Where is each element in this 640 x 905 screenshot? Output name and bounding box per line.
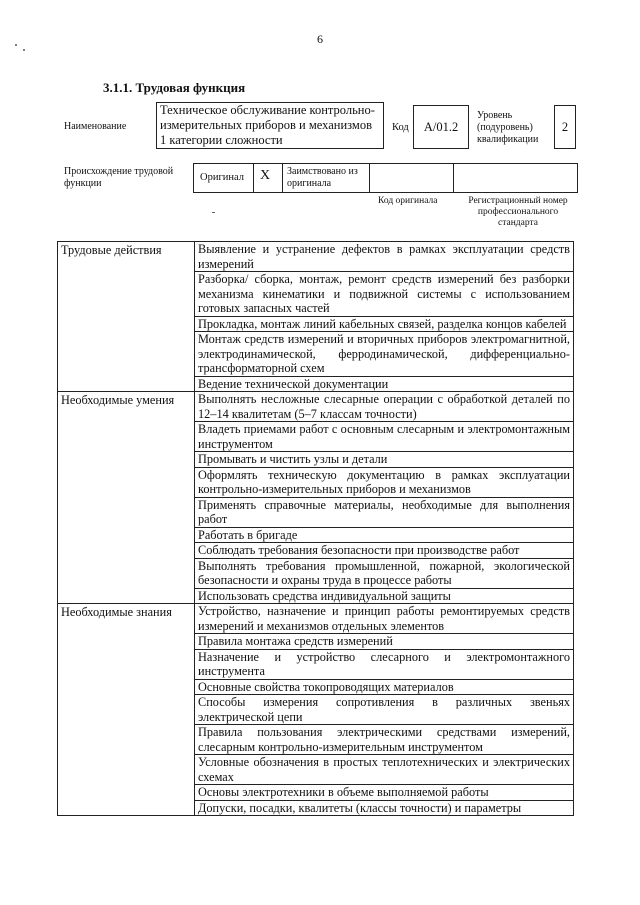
table-row [58,242,574,272]
original-mark: X [260,168,271,183]
item-cell: Монтаж средств измерений и вторичных приборов электромагнитной, электродинамической, ферродинамической, дифференциально-трансформаторной схем [195,332,574,377]
code-value: А/01.2 [423,119,459,134]
item-cell: Использовать средства индивидуальной защиты [195,588,574,604]
name-label: Наименование [64,121,127,132]
item-cell: Соблюдать требования безопасности при производстве работ [195,543,574,559]
borrowed-label: Заимствовано из оригинала [287,166,358,189]
level-box [554,105,576,149]
item-cell: Выполнять требования промышленной, пожарной, экологической безопасности и охраны труда в процессе работы [195,558,574,588]
category-cell: Необходимые умения [58,392,195,604]
item-cell: Выявление и устранение дефектов в рамках эксплуатации средств измерений [195,242,574,272]
item-cell: Владеть приемами работ с основным слесарным и электромонтажным инструментом [195,422,574,452]
category-cell: Необходимые знания [58,604,195,816]
origin-divider [453,163,454,193]
function-table [57,241,574,816]
table-row [58,392,574,422]
item-cell: Разборка/ сборка, монтаж, ремонт средств измерений без разборки механизма кинематики и подвижной системы с использованием готовых запасных частей [195,272,574,317]
category-cell: Трудовые действия [58,242,195,392]
item-cell: Условные обозначения в простых теплотехнических и электрических схемах [195,755,574,785]
item-cell: Промывать и чистить узлы и детали [195,452,574,468]
table-row [58,604,574,634]
item-cell: Устройство, назначение и принцип работы ремонтируемых средств измерений и механизмов отдельных элементов [195,604,574,634]
item-cell: Оформлять техническую документацию в рамках эксплуатации контрольно-измерительных приборов и механизмов [195,467,574,497]
reg-number-caption: Регистрационный номер профессионального стандарта [468,196,568,228]
item-cell: Работать в бригаде [195,527,574,543]
level-value: 2 [561,119,569,134]
code-label: Код [392,122,409,133]
item-cell: Способы измерения сопротивления в различных звеньях электрической цепи [195,695,574,725]
item-cell: Применять справочные материалы, необходимые для выполнения работ [195,497,574,527]
code-box [413,105,469,149]
item-cell: Ведение технической документации [195,376,574,392]
item-cell: Основы электротехники в объеме выполняемой работы [195,785,574,801]
page-number: 6 [317,32,323,46]
function-name-box [156,102,384,149]
item-cell: Правила пользования электрическими средствами измерений, слесарным контрольно-измерительным инструментом [195,725,574,755]
level-label: Уровень (подуровень) квалификации [477,110,539,145]
item-cell: Допуски, посадки, квалитеты (классы точности) и параметры [195,800,574,816]
item-cell: Выполнять несложные слесарные операции с обработкой деталей по 12–14 квалитетам (5–7 классам точности) [195,392,574,422]
origin-grid [193,163,578,193]
original-code-caption: Код оригинала [378,196,438,206]
item-cell: Правила монтажа средств измерений [195,634,574,650]
origin-divider [253,163,254,193]
origin-divider [369,163,370,193]
item-cell: Основные свойства токопроводящих материалов [195,679,574,695]
function-name-value: Техническое обслуживание контрольно-измерительных приборов и механизмов 1 категории сложности [160,103,375,147]
origin-divider [282,163,283,193]
item-cell: Назначение и устройство слесарного и электромонтажного инструмента [195,649,574,679]
section-title: 3.1.1. Трудовая функция [103,80,246,95]
scan-speck [23,49,25,51]
original-label: Оригинал [200,172,244,183]
scan-speck [212,212,215,213]
origin-label: Происхождение трудовой функции [64,166,174,189]
item-cell: Прокладка, монтаж линий кабельных связей, разделка концов кабелей [195,316,574,332]
